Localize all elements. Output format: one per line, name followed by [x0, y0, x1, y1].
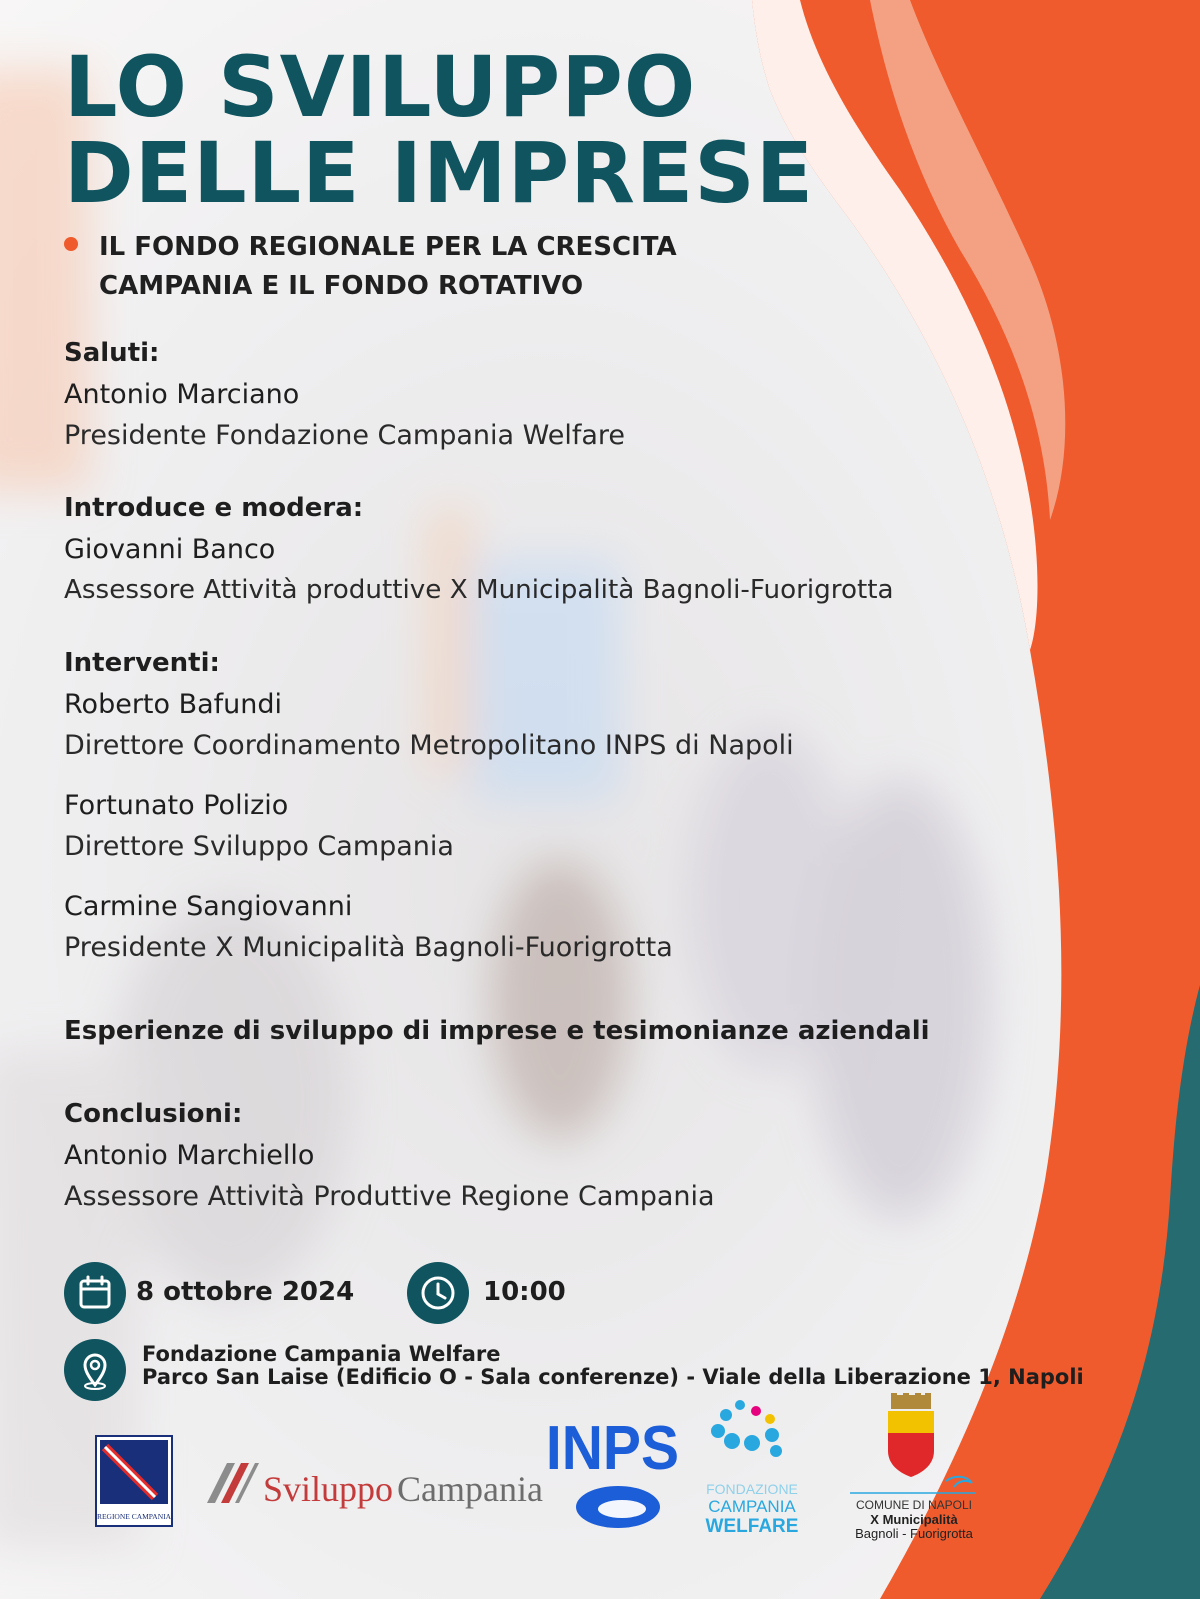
section-label: Interventi: — [64, 648, 220, 678]
speaker-name: Antonio Marchiello — [64, 1140, 315, 1171]
saluti-section — [64, 333, 625, 456]
speaker-block — [64, 785, 454, 867]
page-title — [64, 38, 815, 222]
sviluppo-campania-logo — [205, 1455, 550, 1517]
sviluppo-word: Sviluppo — [263, 1469, 394, 1509]
map-pin-icon — [64, 1339, 126, 1401]
bullet-dot — [64, 237, 78, 251]
esperienze-label: Esperienze di sviluppo di imprese e tesimonianze aziendali — [64, 1016, 930, 1046]
welfare-word: WELFARE — [705, 1516, 799, 1537]
section-label: Saluti: — [64, 338, 160, 368]
speaker-role: Direttore Coordinamento Metropolitano INPS di Napoli — [64, 730, 794, 761]
inps-word: INPS — [545, 1412, 680, 1483]
bagnoli-label: Bagnoli - Fuorigrotta — [855, 1526, 973, 1541]
event-time: 10:00 — [483, 1277, 566, 1307]
comune-title: COMUNE DI NAPOLI — [855, 1498, 973, 1512]
speaker-name: Giovanni Banco — [64, 534, 276, 565]
speaker-role: Direttore Sviluppo Campania — [64, 831, 454, 862]
campania-word: Campania — [397, 1469, 543, 1509]
title-line-1: LO SVILUPPO — [64, 38, 697, 136]
subtitle-line-1: IL FONDO REGIONALE PER LA CRESCITA — [99, 232, 677, 262]
title-line-2: DELLE IMPRESE — [64, 124, 815, 222]
regione-campania-logo — [95, 1435, 173, 1527]
comune-di-napoli-logo — [836, 1393, 996, 1543]
municipalita-label: X Municipalità — [870, 1512, 958, 1527]
campania-word: CAMPANIA — [708, 1497, 796, 1516]
speaker-name: Antonio Marciano — [64, 379, 300, 410]
speaker-name: Fortunato Polizio — [64, 790, 289, 821]
subtitle-line-2: CAMPANIA E IL FONDO ROTATIVO — [99, 271, 584, 301]
venue-name: Fondazione Campania Welfare — [142, 1342, 501, 1366]
speaker-role: Assessore Attività Produttive Regione Campania — [64, 1181, 715, 1212]
speaker-role: Assessore Attività produttive X Municipalità Bagnoli-Fuorigrotta — [64, 575, 894, 605]
calendar-icon — [64, 1262, 126, 1324]
speaker-role: Presidente Fondazione Campania Welfare — [64, 420, 626, 451]
event-date: 8 ottobre 2024 — [136, 1277, 355, 1307]
interventi-section — [64, 643, 794, 766]
speaker-name: Roberto Bafundi — [64, 689, 283, 720]
speaker-role: Presidente X Municipalità Bagnoli-Fuorigrotta — [64, 932, 673, 963]
conclusioni-section — [64, 1094, 715, 1217]
fondazione-word: FONDAZIONE — [706, 1481, 798, 1497]
event-venue — [142, 1343, 1084, 1389]
moderator-section — [64, 488, 894, 611]
venue-address: Parco San Laise (Edificio O - Sala conferenze) - Viale della Liberazione 1, Napoli — [142, 1365, 1084, 1389]
section-label: Conclusioni: — [64, 1099, 243, 1129]
inps-logo — [545, 1403, 680, 1538]
regione-label: REGIONE CAMPANIA — [96, 1512, 172, 1521]
subtitle — [99, 228, 677, 306]
fondazione-campania-welfare-logo — [688, 1397, 816, 1537]
esperienze-section — [64, 1011, 930, 1052]
clock-icon — [407, 1262, 469, 1324]
section-label: Introduce e modera: — [64, 493, 364, 523]
speaker-name: Carmine Sangiovanni — [64, 891, 353, 922]
speaker-block — [64, 886, 673, 968]
